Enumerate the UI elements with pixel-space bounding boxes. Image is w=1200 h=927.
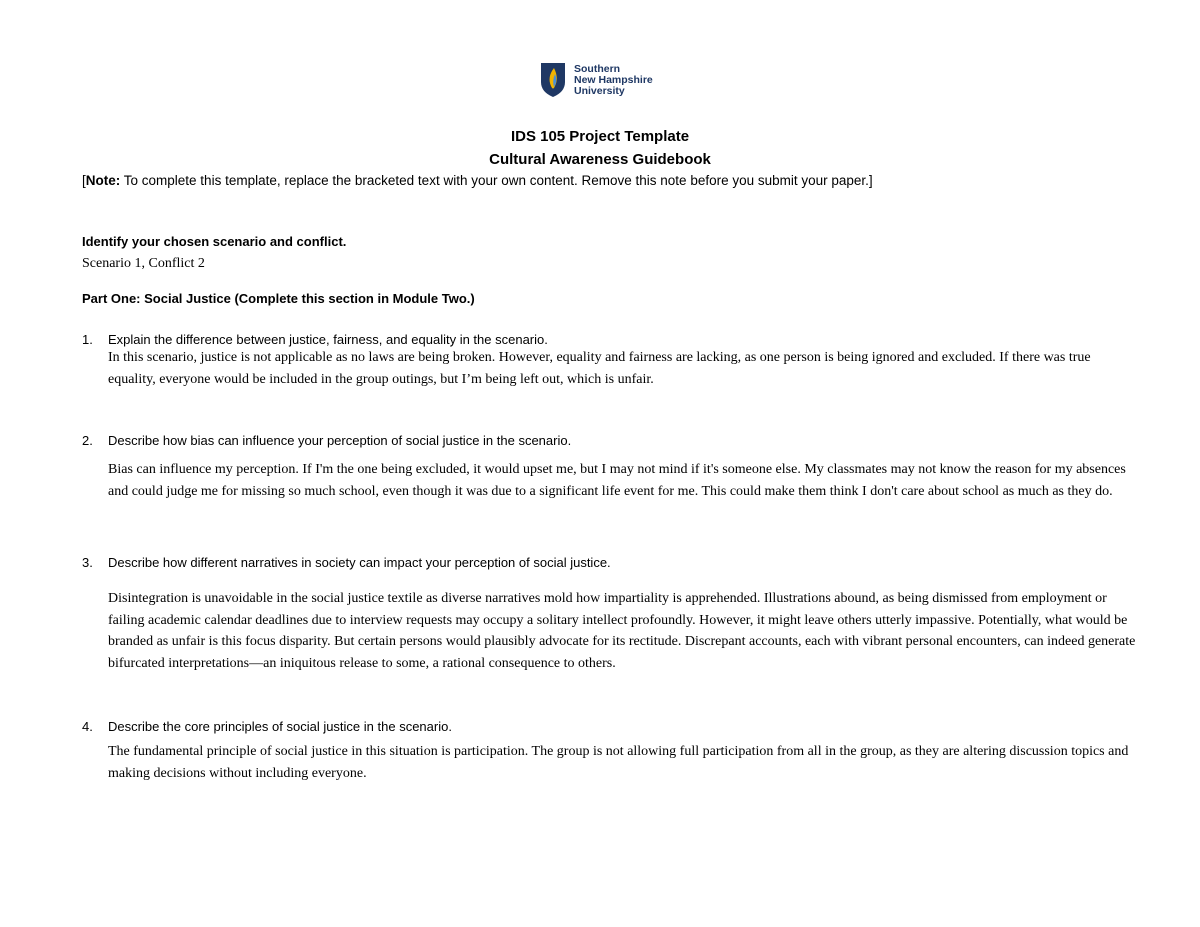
question-answer: Bias can influence my perception. If I'm the one being excluded, it would upset me, but I may not mind if it's someone else. My classmates may not know the reason for my absences and could judge me for missing so much school, even though it was due to a significant life event for me. This could make them think I don't care about school as much as they do.: [108, 462, 1126, 499]
question-answer: The fundamental principle of social justice in this situation is participation. The group is not allowing full participation from all in the group, as they are altering discussion topics and making decisions without including everyone.: [108, 744, 1129, 781]
note-text: To complete this template, replace the bracketed text with your own content. Remove this note before you submit your paper.]: [120, 173, 873, 188]
document-title: IDS 105 Project Template: [510, 128, 690, 145]
part-one-heading: Part One: Social Justice (Complete this section in Module Two.): [82, 291, 475, 306]
logo-line: University: [574, 84, 625, 97]
template-note: [82, 173, 873, 188]
logo-line: Southern: [574, 62, 621, 75]
question-number: 1.: [82, 332, 93, 347]
question-answer: Disintegration is unavoidable in the social justice textile as diverse narratives mold how impartiality is apprehended. Illustrations abound, as being dismissed from employment or failing academic calendar deadlines due to interview requests may occupy a solitary intellect profoundly. However, it might leave others utterly impassive. Potentially, what would be branded as unfair is this focus disparity. But certain persons would plausibly advocate for its rectitude. Discrepant accounts, each with vibrant personal encounters, can indeed generate bifurcated interpretations—an iniquitous release to some, a rational consequence to others.: [108, 591, 1136, 671]
question-prompt: Describe how bias can influence your perception of social justice in the scenario.: [108, 433, 572, 448]
question-number: 2.: [82, 433, 93, 448]
scenario-answer: Scenario 1, Conflict 2: [82, 256, 205, 271]
question-number: 4.: [82, 719, 93, 734]
note-bracket: [: [82, 173, 86, 188]
note-label: Note:: [85, 173, 121, 188]
logo-line: New Hampshire: [574, 73, 653, 86]
question-prompt: Describe how different narratives in society can impact your perception of social justice.: [108, 555, 611, 570]
scenario-heading: Identify your chosen scenario and conflict.: [82, 234, 347, 249]
question-prompt: Describe the core principles of social justice in the scenario.: [108, 719, 452, 734]
question-prompt: Explain the difference between justice, fairness, and equality in the scenario.: [108, 332, 548, 347]
shield-flame-icon: [540, 62, 566, 98]
university-logo: [540, 62, 653, 98]
question-number: 3.: [82, 555, 93, 570]
document-subtitle: Cultural Awareness Guidebook: [489, 151, 711, 168]
question-answer: In this scenario, justice is not applicable as no laws are being broken. However, equality and fairness are lacking, as one person is being ignored and excluded. If there was true equality, everyone would be included in the group outings, but I’m being left out, which is unfair.: [108, 350, 1091, 387]
